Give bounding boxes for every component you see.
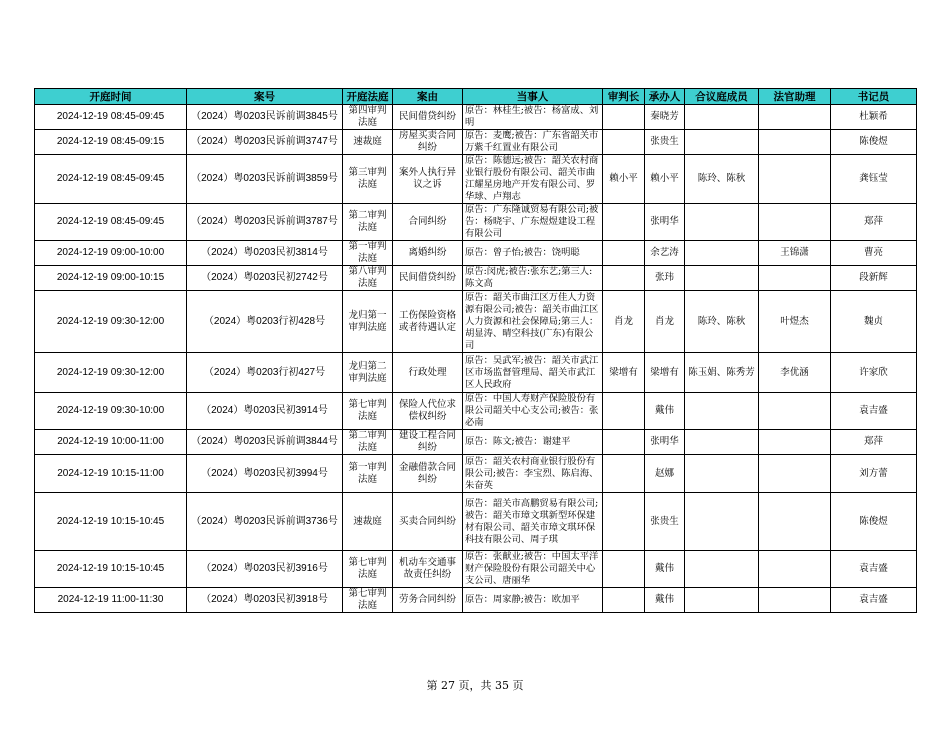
judge-assistant-cell <box>759 588 831 613</box>
judge-assistant-cell: 王锦潇 <box>759 241 831 266</box>
panel-members-cell <box>685 430 759 455</box>
parties-cell: 原告：林桂生;被告：杨富成、刘明 <box>463 105 603 130</box>
judge-assistant-cell <box>759 266 831 291</box>
case-number-cell: （2024）粤0203民初3916号 <box>187 551 343 588</box>
page-footer: 第 27 页，共 35 页 <box>426 679 524 692</box>
presiding-judge-cell <box>603 204 645 241</box>
presiding-judge-cell <box>603 241 645 266</box>
header-hearing-time: 开庭时间 <box>35 89 187 105</box>
undertaker-cell: 赵娜 <box>645 455 685 493</box>
courtroom-cell: 第一审判法庭 <box>343 241 393 266</box>
cause-cell: 离婚纠纷 <box>393 241 463 266</box>
clerk-cell: 陈俊煜 <box>831 493 917 551</box>
case-number-cell: （2024）粤0203行初427号 <box>187 353 343 393</box>
undertaker-cell: 张贵生 <box>645 493 685 551</box>
case-number-cell: （2024）粤0203民诉前调3747号 <box>187 130 343 155</box>
undertaker-cell: 余艺涛 <box>645 241 685 266</box>
hearing-time-cell: 2024-12-19 11:00-11:30 <box>35 588 187 613</box>
undertaker-cell: 肖龙 <box>645 291 685 353</box>
hearing-time-cell: 2024-12-19 10:15-10:45 <box>35 551 187 588</box>
parties-cell: 原告：广东隆诚贸易有限公司;被告：杨晓宇、广东煜煜建设工程有限公司 <box>463 204 603 241</box>
panel-members-cell <box>685 493 759 551</box>
hearing-time-cell: 2024-12-19 08:45-09:45 <box>35 204 187 241</box>
presiding-judge-cell <box>603 588 645 613</box>
clerk-cell: 陈俊煜 <box>831 130 917 155</box>
hearing-time-cell: 2024-12-19 10:00-11:00 <box>35 430 187 455</box>
courtroom-cell: 第三审判法庭 <box>343 155 393 204</box>
court-schedule-table <box>34 88 917 613</box>
table-row <box>35 241 917 266</box>
clerk-cell: 龚钰莹 <box>831 155 917 204</box>
judge-assistant-cell <box>759 551 831 588</box>
panel-members-cell <box>685 241 759 266</box>
case-number-cell: （2024）粤0203民初2742号 <box>187 266 343 291</box>
header-parties: 当事人 <box>463 89 603 105</box>
case-number-cell: （2024）粤0203民诉前调3736号 <box>187 493 343 551</box>
cause-cell: 工伤保险资格或者待遇认定 <box>393 291 463 353</box>
table-row <box>35 291 917 353</box>
clerk-cell: 许家欣 <box>831 353 917 393</box>
presiding-judge-cell <box>603 455 645 493</box>
clerk-cell: 袁吉盛 <box>831 393 917 430</box>
table-row <box>35 455 917 493</box>
table-row <box>35 393 917 430</box>
presiding-judge-cell <box>603 493 645 551</box>
cause-cell: 房屋买卖合同纠纷 <box>393 130 463 155</box>
table-row <box>35 551 917 588</box>
presiding-judge-cell: 肖龙 <box>603 291 645 353</box>
cause-cell: 民间借贷纠纷 <box>393 105 463 130</box>
panel-members-cell: 陈玲、陈秋 <box>685 155 759 204</box>
parties-cell: 原告：韶关市高鹏贸易有限公司;被告：韶关市璋文琪新型环保建材有限公司、韶关市璋文琪环保科技有限公司、周子琪 <box>463 493 603 551</box>
presiding-judge-cell <box>603 130 645 155</box>
judge-assistant-cell <box>759 393 831 430</box>
parties-cell: 原告：周家静;被告：欧加平 <box>463 588 603 613</box>
cause-cell: 机动车交通事故责任纠纷 <box>393 551 463 588</box>
case-number-cell: （2024）粤0203民诉前调3845号 <box>187 105 343 130</box>
courtroom-cell: 第八审判法庭 <box>343 266 393 291</box>
undertaker-cell: 张贵生 <box>645 130 685 155</box>
hearing-time-cell: 2024-12-19 10:15-11:00 <box>35 455 187 493</box>
undertaker-cell: 赖小平 <box>645 155 685 204</box>
undertaker-cell: 张明华 <box>645 204 685 241</box>
clerk-cell: 袁吉盛 <box>831 588 917 613</box>
presiding-judge-cell <box>603 430 645 455</box>
parties-cell: 原告：韶关农村商业银行股份有限公司;被告：李宝烈、陈启海、朱奋英 <box>463 455 603 493</box>
presiding-judge-cell <box>603 105 645 130</box>
table-row <box>35 105 917 130</box>
header-panel-members: 合议庭成员 <box>685 89 759 105</box>
cause-cell: 建设工程合同纠纷 <box>393 430 463 455</box>
courtroom-cell: 第一审判法庭 <box>343 455 393 493</box>
parties-cell: 原告：韶关市曲江区万佳人力资源有限公司;被告：韶关市曲江区人力资源和社会保障局;第三人：胡显涛、晴空科技(广东)有限公司 <box>463 291 603 353</box>
courtroom-cell: 第七审判法庭 <box>343 393 393 430</box>
parties-cell: 原告:闵虎;被告:张东艺;第三人:陈文高 <box>463 266 603 291</box>
cause-cell: 金融借款合同纠纷 <box>393 455 463 493</box>
table-header-row <box>35 89 917 105</box>
cause-cell: 保险人代位求偿权纠纷 <box>393 393 463 430</box>
table-row <box>35 204 917 241</box>
courtroom-cell: 第四审判法庭 <box>343 105 393 130</box>
presiding-judge-cell <box>603 551 645 588</box>
table-row <box>35 493 917 551</box>
panel-members-cell: 陈玉娟、陈秀芳 <box>685 353 759 393</box>
judge-assistant-cell <box>759 105 831 130</box>
parties-cell: 原告：吴武军;被告：韶关市武江区市场监督管理局、韶关市武江区人民政府 <box>463 353 603 393</box>
clerk-cell: 曹亮 <box>831 241 917 266</box>
case-number-cell: （2024）粤0203行初428号 <box>187 291 343 353</box>
panel-members-cell <box>685 105 759 130</box>
header-cause: 案由 <box>393 89 463 105</box>
judge-assistant-cell: 李优涵 <box>759 353 831 393</box>
judge-assistant-cell <box>759 493 831 551</box>
undertaker-cell: 戴伟 <box>645 393 685 430</box>
clerk-cell: 郑萍 <box>831 204 917 241</box>
courtroom-cell: 第七审判法庭 <box>343 588 393 613</box>
undertaker-cell: 张玮 <box>645 266 685 291</box>
undertaker-cell: 张明华 <box>645 430 685 455</box>
judge-assistant-cell <box>759 455 831 493</box>
panel-members-cell <box>685 455 759 493</box>
courtroom-cell: 第二审判法庭 <box>343 430 393 455</box>
case-number-cell: （2024）粤0203民诉前调3844号 <box>187 430 343 455</box>
header-case-number: 案号 <box>187 89 343 105</box>
undertaker-cell: 梁增有 <box>645 353 685 393</box>
header-presiding-judge: 审判长 <box>603 89 645 105</box>
hearing-time-cell: 2024-12-19 09:00-10:15 <box>35 266 187 291</box>
judge-assistant-cell <box>759 430 831 455</box>
undertaker-cell: 戴伟 <box>645 588 685 613</box>
panel-members-cell <box>685 266 759 291</box>
panel-members-cell <box>685 588 759 613</box>
courtroom-cell: 速裁庭 <box>343 493 393 551</box>
hearing-time-cell: 2024-12-19 08:45-09:45 <box>35 155 187 204</box>
panel-members-cell <box>685 551 759 588</box>
case-number-cell: （2024）粤0203民诉前调3787号 <box>187 204 343 241</box>
parties-cell: 原告：陈德远;被告：韶关农村商业银行股份有限公司、韶关市曲江耀星房地产开发有限公司、罗华球、卢翔志 <box>463 155 603 204</box>
cause-cell: 合同纠纷 <box>393 204 463 241</box>
judge-assistant-cell: 叶煜杰 <box>759 291 831 353</box>
judge-assistant-cell <box>759 155 831 204</box>
header-judge-assistant: 法官助理 <box>759 89 831 105</box>
hearing-time-cell: 2024-12-19 09:00-10:00 <box>35 241 187 266</box>
clerk-cell: 段新辉 <box>831 266 917 291</box>
courtroom-cell: 第七审判法庭 <box>343 551 393 588</box>
undertaker-cell: 戴伟 <box>645 551 685 588</box>
clerk-cell: 刘方蕾 <box>831 455 917 493</box>
presiding-judge-cell <box>603 393 645 430</box>
hearing-time-cell: 2024-12-19 10:15-10:45 <box>35 493 187 551</box>
header-undertaker: 承办人 <box>645 89 685 105</box>
court-schedule-sheet <box>34 88 916 613</box>
courtroom-cell: 龙归第一审判法庭 <box>343 291 393 353</box>
header-clerk: 书记员 <box>831 89 917 105</box>
hearing-time-cell: 2024-12-19 09:30-10:00 <box>35 393 187 430</box>
presiding-judge-cell <box>603 266 645 291</box>
presiding-judge-cell: 梁增有 <box>603 353 645 393</box>
panel-members-cell <box>685 130 759 155</box>
parties-cell: 原告：陈文;被告：谢建平 <box>463 430 603 455</box>
courtroom-cell: 第二审判法庭 <box>343 204 393 241</box>
courtroom-cell: 龙归第二审判法庭 <box>343 353 393 393</box>
table-row <box>35 130 917 155</box>
undertaker-cell: 秦晓芳 <box>645 105 685 130</box>
judge-assistant-cell <box>759 130 831 155</box>
panel-members-cell <box>685 204 759 241</box>
cause-cell: 案外人执行异议之诉 <box>393 155 463 204</box>
cause-cell: 买卖合同纠纷 <box>393 493 463 551</box>
table-row <box>35 430 917 455</box>
clerk-cell: 郑萍 <box>831 430 917 455</box>
case-number-cell: （2024）粤0203民诉前调3859号 <box>187 155 343 204</box>
parties-cell: 原告：麦鹰;被告：广东省韶关市万紫千红置业有限公司 <box>463 130 603 155</box>
case-number-cell: （2024）粤0203民初3814号 <box>187 241 343 266</box>
table-row <box>35 266 917 291</box>
cause-cell: 行政处理 <box>393 353 463 393</box>
clerk-cell: 杜颖希 <box>831 105 917 130</box>
cause-cell: 劳务合同纠纷 <box>393 588 463 613</box>
table-row <box>35 353 917 393</box>
presiding-judge-cell: 赖小平 <box>603 155 645 204</box>
hearing-time-cell: 2024-12-19 08:45-09:45 <box>35 105 187 130</box>
panel-members-cell: 陈玲、陈秋 <box>685 291 759 353</box>
clerk-cell: 魏贞 <box>831 291 917 353</box>
parties-cell: 原告：张献业;被告：中国太平洋财产保险股份有限公司韶关中心支公司、唐丽华 <box>463 551 603 588</box>
parties-cell: 原告：曾子怡;被告：饶明聪 <box>463 241 603 266</box>
parties-cell: 原告：中国人寿财产保险股份有限公司韶关中心支公司;被告：张必南 <box>463 393 603 430</box>
panel-members-cell <box>685 393 759 430</box>
clerk-cell: 袁吉盛 <box>831 551 917 588</box>
header-courtroom: 开庭法庭 <box>343 89 393 105</box>
hearing-time-cell: 2024-12-19 09:30-12:00 <box>35 353 187 393</box>
cause-cell: 民间借贷纠纷 <box>393 266 463 291</box>
hearing-time-cell: 2024-12-19 08:45-09:15 <box>35 130 187 155</box>
table-row <box>35 155 917 204</box>
case-number-cell: （2024）粤0203民初3994号 <box>187 455 343 493</box>
courtroom-cell: 速裁庭 <box>343 130 393 155</box>
case-number-cell: （2024）粤0203民初3914号 <box>187 393 343 430</box>
judge-assistant-cell <box>759 204 831 241</box>
hearing-time-cell: 2024-12-19 09:30-12:00 <box>35 291 187 353</box>
table-row <box>35 588 917 613</box>
case-number-cell: （2024）粤0203民初3918号 <box>187 588 343 613</box>
